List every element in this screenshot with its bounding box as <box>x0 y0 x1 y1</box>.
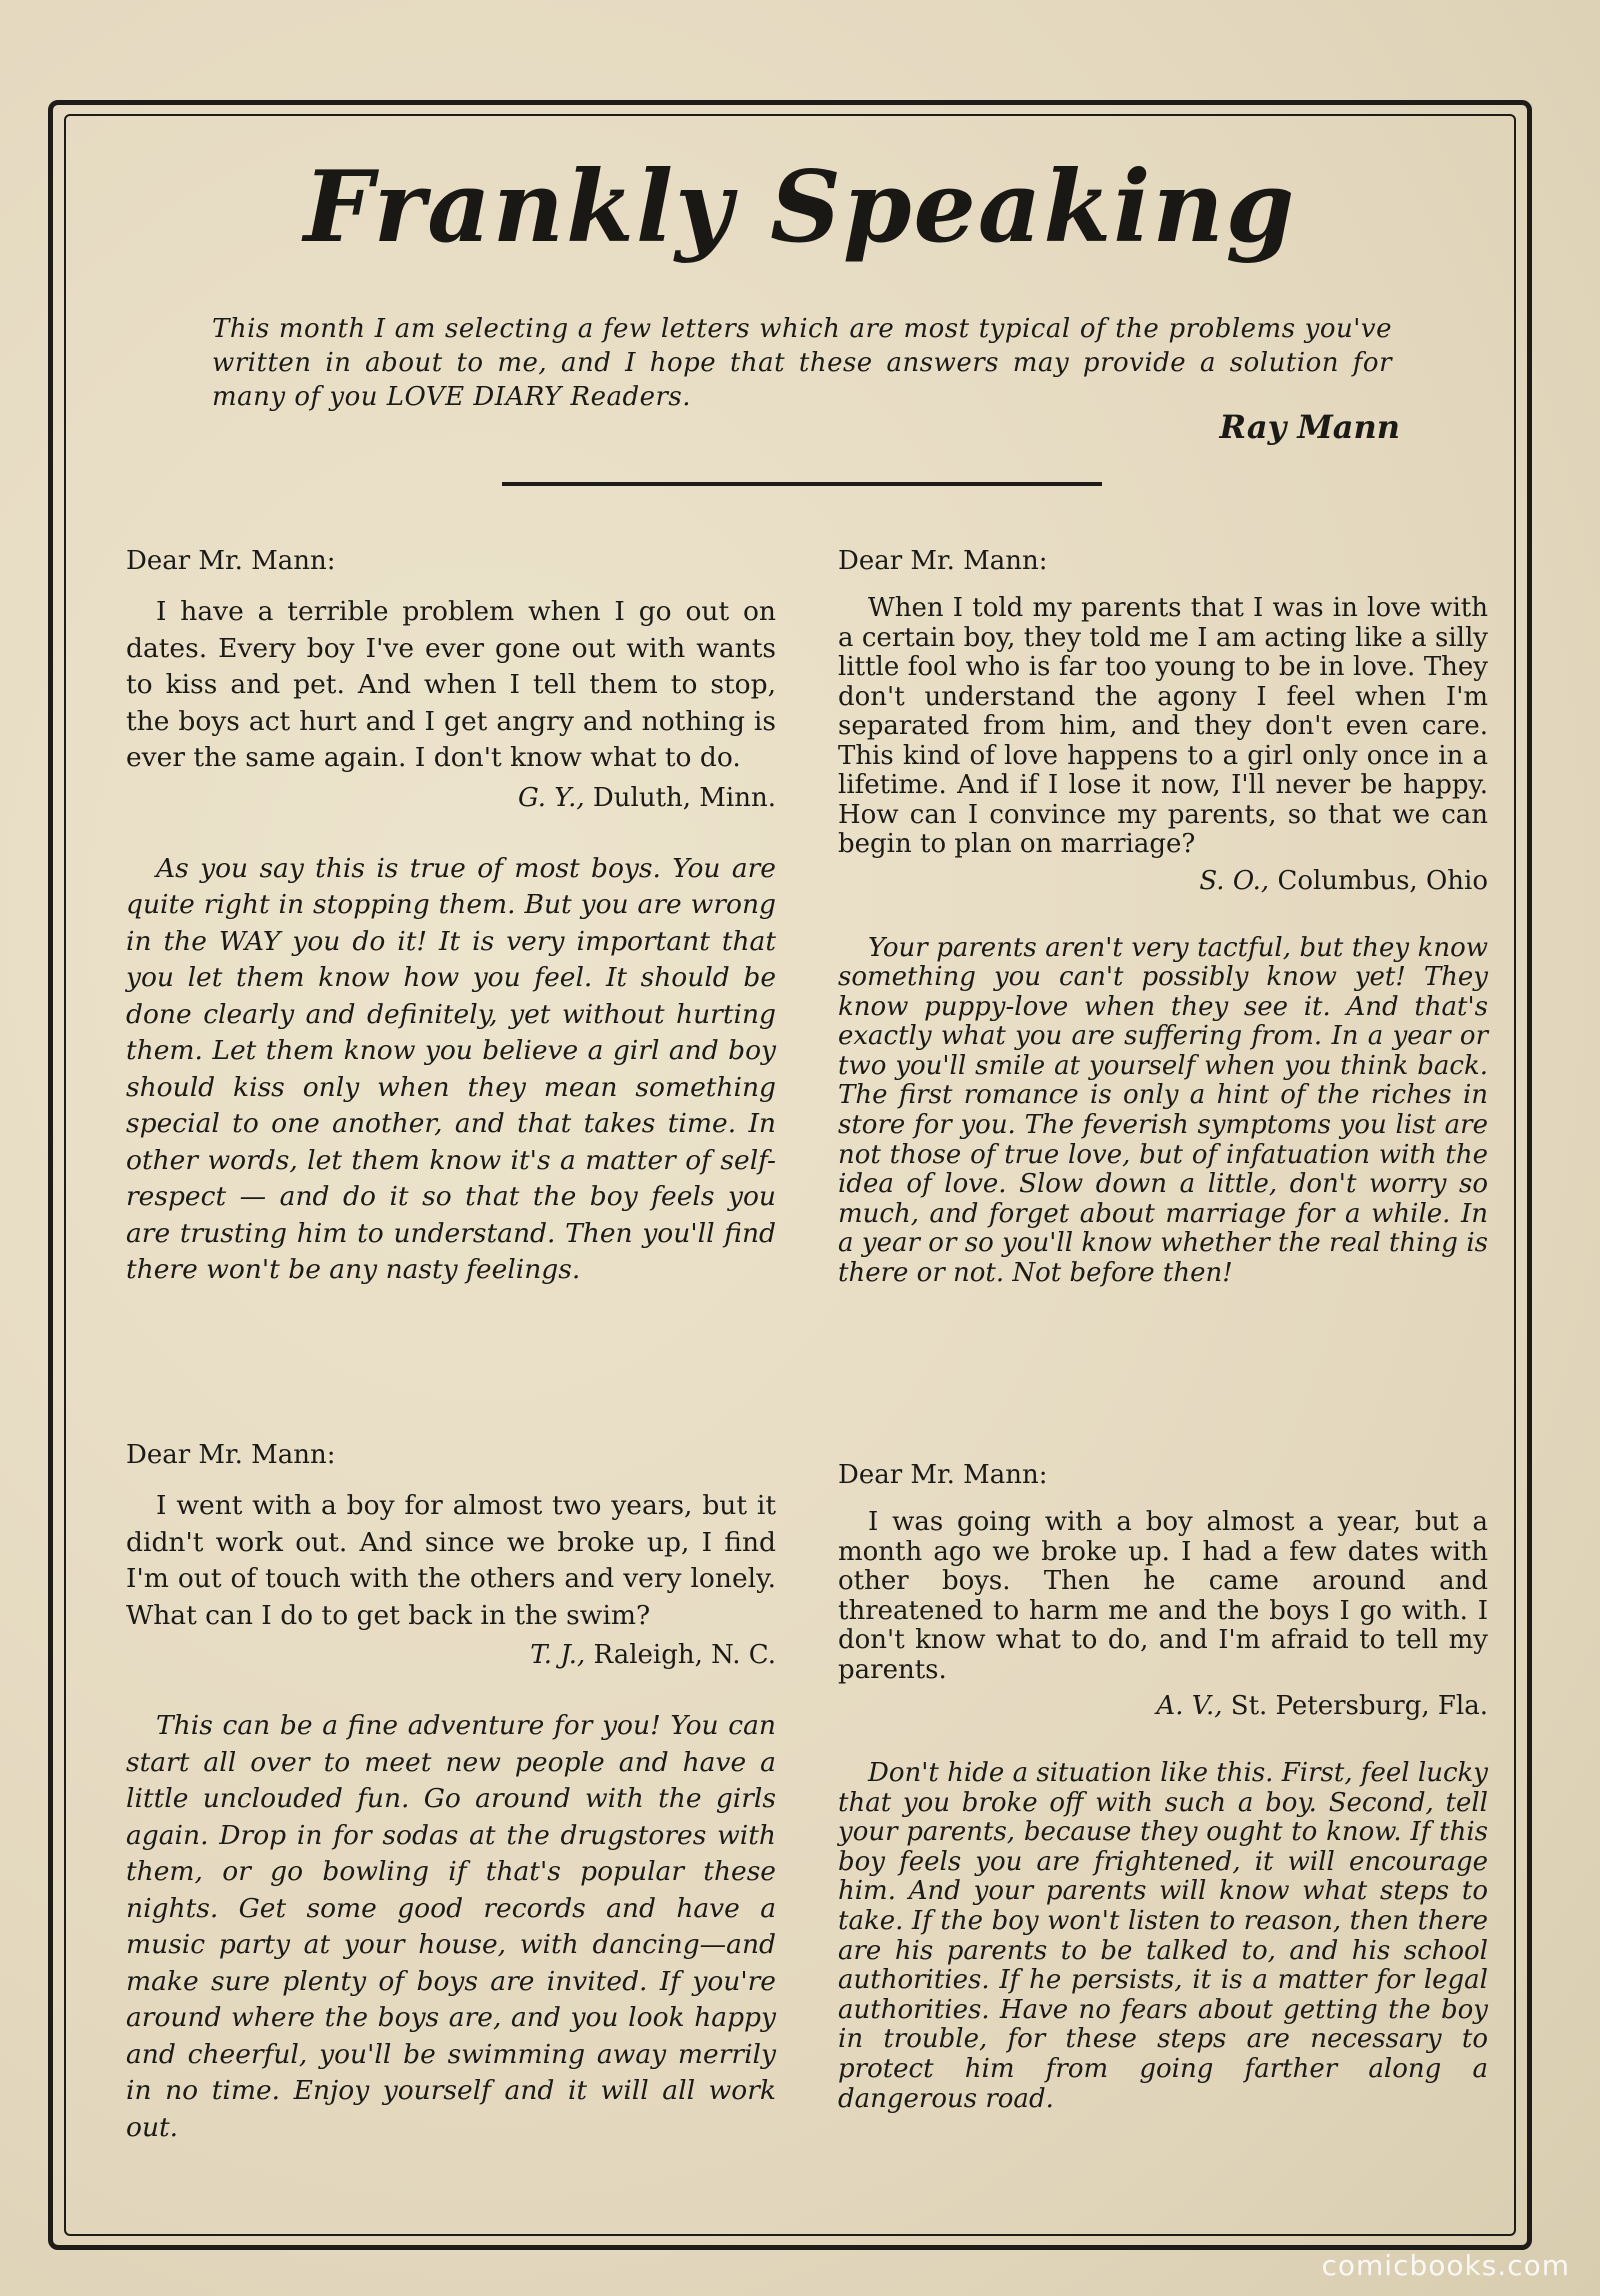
site-watermark: comicbooks.com <box>1321 2249 1570 2282</box>
letter-place: St. Petersburg, Fla. <box>1230 1691 1488 1721</box>
page-title: Frankly Speaking <box>303 150 1297 265</box>
letter-salutation: Dear Mr. Mann: <box>126 546 336 576</box>
letter-signoff <box>126 1638 776 1672</box>
letter-salutation: Dear Mr. Mann: <box>838 1460 1048 1490</box>
letter-place: Raleigh, N. C. <box>593 1640 776 1670</box>
letter-place: Duluth, Minn. <box>592 782 776 813</box>
letter-initials: G. Y., <box>517 782 585 813</box>
letter-signoff <box>838 1689 1488 1723</box>
answer-text: As you say this is true of most boys. You are quite right in stopping them. But you are wrong in the WAY you do it! It is very important that you let them know how you feel. It should be done clearly and definitely, yet without hurting them. Let them know you believe a girl and boy should kiss only when they mean something special to one another, and that takes time. In other words, let them know it's a matter of self-respect — and do it so that the boy feels you are trusting him to understand. Then you'll find there won't be any nasty feelings. <box>126 852 776 1285</box>
letter-block-2 <box>838 544 1488 1289</box>
letter-body: I have a terrible problem when I go out on dates. Every boy I've ever gone out with wants to kiss and pet. And when I tell them to stop, the boys act hurt and I get angry and nothing is ever the same again. I don't know what to do. <box>126 596 776 773</box>
answer-text: This can be a fine adventure for you! You can start all over to meet new people and have a little unclouded fun. Go around with the girls again. Drop in for sodas at the drugstores with them, or go bowling if that's popular these nights. Get some good records and have a music party at your house, with dancing—and make sure plenty of boys are invited. If you're around where the boys are, and you look happy and cheerful, you'll be swimming away merrily in no time. Enjoy yourself and it will all work out. <box>126 1710 776 2143</box>
letter-signoff <box>126 781 776 815</box>
letter-block-1 <box>126 544 776 1289</box>
letter-salutation: Dear Mr. Mann: <box>838 546 1048 576</box>
letter-initials: A. V., <box>1156 1691 1223 1721</box>
letter-body: I was going with a boy almost a year, but a month ago we broke up. I had a few dates with other boys. Then he came around and threatened to harm me and the boys I go with. I don't know what to do, and I'm afraid to tell my parents. <box>838 1507 1488 1685</box>
letter-block-3 <box>126 1438 776 2146</box>
letter-block-4 <box>838 1458 1488 2114</box>
letter-initials: T. J., <box>530 1640 586 1670</box>
letter-body: When I told my parents that I was in love with a certain boy, they told me I am acting like a silly little fool who is far too young to be in love. They don't understand the agony I feel when I'm separated from him, and they don't even care. This kind of love happens to a girl only once in a lifetime. And if I lose it now, I'll never be happy. How can I convince my parents, so that we can begin to plan on marriage? <box>838 593 1488 859</box>
answer-text: Your parents aren't very tactful, but they know something you can't possibly know yet! They know puppy-love when they see it. And that's exactly what you are suffering from. In a year or two you'll smile at yourself when you think back. The first romance is only a hint of the riches in store for you. The feverish symptoms you list are not those of true love, but of infatuation with the idea of love. Slow down a little, don't worry so much, and forget about marriage for a while. In a year or so you'll know whether the real thing is there or not. Not before then! <box>838 932 1488 1289</box>
letter-salutation: Dear Mr. Mann: <box>126 1440 336 1470</box>
intro-text: This month I am selecting a few letters which are most typical of the problems you've written in about to me, and I hope that these answers may provide a solution for many of you LOVE DIARY Readers. <box>212 314 1392 412</box>
columnist-signature: Ray Mann <box>1219 408 1400 446</box>
answer-text: Don't hide a situation like this. First, feel lucky that you broke off with such a boy. Second, tell your parents, because they ought to know. If this boy feels you are frightened, it will encourage him. And your parents will know what steps to take. If the boy won't listen to reason, then there are his parents to be talked to, and his school authorities. If he persists, it is a matter for legal authorities. Have no fears about getting the boy in trouble, for these steps are necessary to protect him from going farther along a dangerous road. <box>838 1758 1488 2114</box>
letter-signoff <box>838 864 1488 898</box>
letter-body: I went with a boy for almost two years, but it didn't work out. And since we broke up, I find I'm out of touch with the others and very lonely. What can I do to get back in the swim? <box>126 1490 776 1631</box>
letter-initials: S. O., <box>1199 865 1270 896</box>
divider-rule <box>502 482 1102 486</box>
letter-place: Columbus, Ohio <box>1277 865 1488 896</box>
